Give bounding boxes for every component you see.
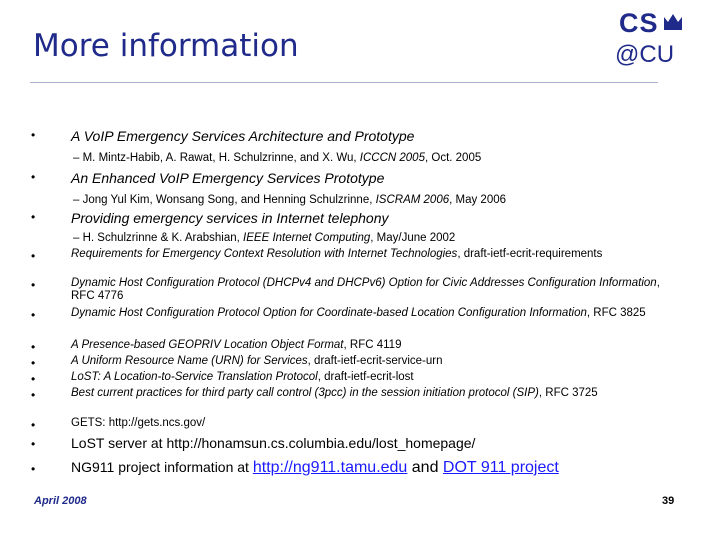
dot-911-project-link[interactable]: DOT 911 project <box>442 459 559 476</box>
bullet: • <box>31 356 36 370</box>
reference-entry: Dynamic Host Configuration Protocol Option for Coordinate-based Location Configuration Information, RFC 3825 <box>71 307 646 319</box>
bullet: • <box>31 128 36 142</box>
page-title: More information <box>33 28 299 64</box>
reference-entry: LoST: A Location-to-Service Translation Protocol, draft-ietf-ecrit-lost <box>71 371 414 383</box>
bullet: • <box>31 308 36 322</box>
reference-entry: Best current practices for third party call control (3pcc) in the session initiation protocol (SIP), RFC 3725 <box>71 387 598 399</box>
logo-text-top: CS <box>619 8 659 38</box>
ng911-link[interactable]: http://ng911.tamu.edu <box>252 459 408 476</box>
title-divider <box>30 82 658 83</box>
lost-server-entry: LoST server at http://honamsun.cs.columbia.edu/lost_homepage/ <box>71 435 476 451</box>
bullet: • <box>31 372 36 386</box>
bullet: • <box>31 170 36 184</box>
bullet: • <box>31 462 36 476</box>
reference-title: An Enhanced VoIP Emergency Services Prototype <box>71 170 385 186</box>
reference-title: A VoIP Emergency Services Architecture and Prototype <box>71 128 415 144</box>
footer-date: April 2008 <box>34 495 87 507</box>
bullet: • <box>31 249 36 263</box>
crown-icon <box>662 11 684 31</box>
reference-citation: – M. Mintz-Habib, A. Rawat, H. Schulzrinne, and X. Wu, ICCCN 2005, Oct. 2005 <box>73 152 482 164</box>
reference-entry: A Uniform Resource Name (URN) for Services, draft-ietf-ecrit-service-urn <box>71 355 443 367</box>
reference-title: Providing emergency services in Internet telephony <box>71 210 389 226</box>
reference-entry: A Presence-based GEOPRIV Location Object Format, RFC 4119 <box>71 339 402 351</box>
bullet: • <box>31 388 36 402</box>
logo-text-bottom: @CU <box>615 41 675 68</box>
bullet: • <box>31 418 36 432</box>
bullet: • <box>31 278 36 292</box>
reference-entry: Requirements for Emergency Context Resolution with Internet Technologies, draft-ietf-ecrit-requirements <box>71 248 603 260</box>
ng911-entry: NG911 project information at http://ng911.tamu.edu and DOT 911 project <box>71 459 559 476</box>
bullet: • <box>31 340 36 354</box>
bullet: • <box>31 437 36 451</box>
reference-entry: Dynamic Host Configuration Protocol (DHCPv4 and DHCPv6) Option for Civic Addresses Configuration Information, RFC 4776 <box>71 277 660 302</box>
cs-cu-logo <box>615 8 690 73</box>
page-number: 39 <box>662 495 675 507</box>
bullet: • <box>31 210 36 224</box>
reference-entry: GETS: http://gets.ncs.gov/ <box>71 417 206 429</box>
reference-citation: – H. Schulzrinne & K. Arabshian, IEEE Internet Computing, May/June 2002 <box>73 232 456 244</box>
reference-citation: – Jong Yul Kim, Wonsang Song, and Henning Schulzrinne, ISCRAM 2006, May 2006 <box>73 194 507 206</box>
